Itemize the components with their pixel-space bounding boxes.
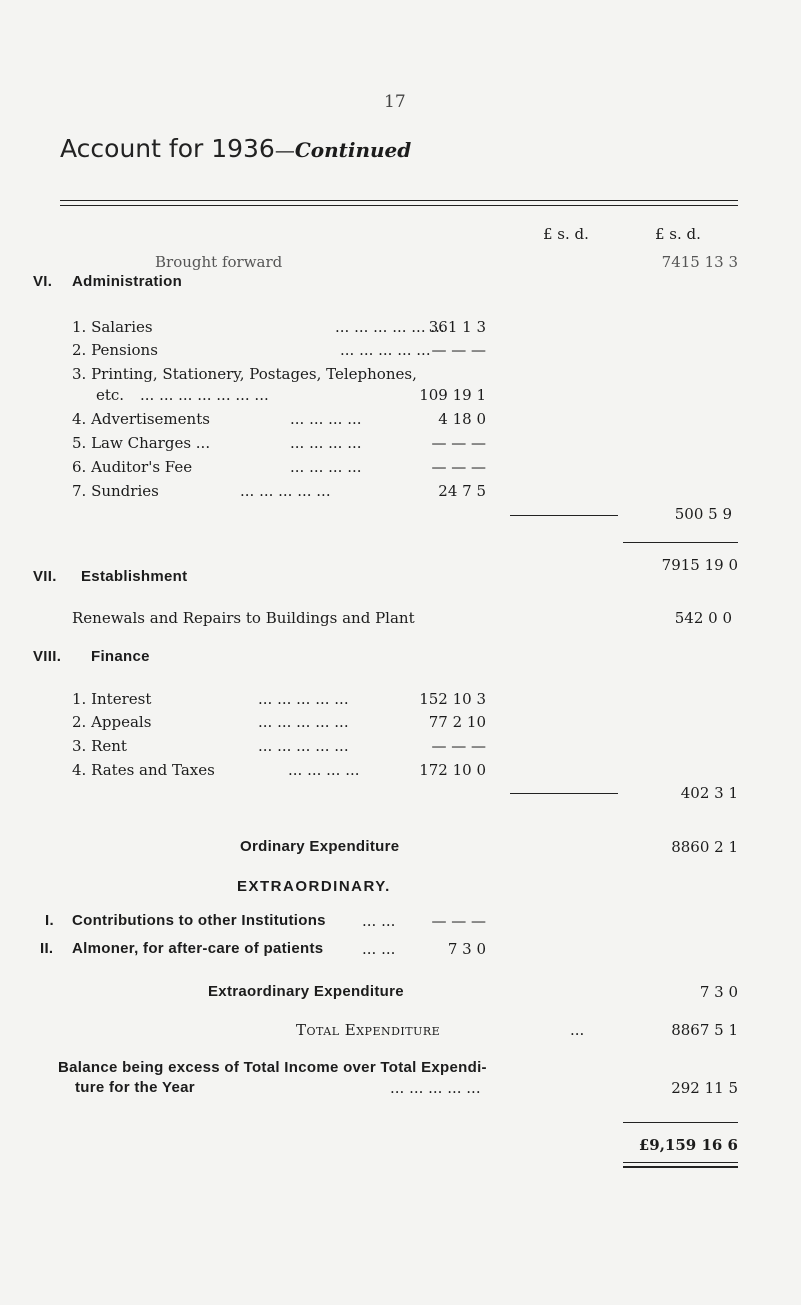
page-number: 17 <box>384 92 406 112</box>
viii-subtotal: 402 3 1 <box>680 784 738 802</box>
viii-leader-rule <box>510 793 618 794</box>
extra-ii-dots: ... ... <box>362 940 396 958</box>
vi-amount-2: — — — <box>431 341 486 359</box>
extra-i-dots: ... ... <box>362 912 396 930</box>
title-continued: Continued <box>294 138 412 162</box>
total-expenditure-amount: 8867 5 1 <box>671 1021 738 1039</box>
viii-dots-4: ... ... ... ... <box>288 761 360 779</box>
extra-ii-label: Almoner, for after-care of patients <box>72 940 324 957</box>
vi-amount-1: 361 1 3 <box>428 318 486 336</box>
viii-amount-3: — — — <box>431 737 486 755</box>
viii-item-3: 3. Rent <box>72 737 127 755</box>
vi-dots-5: ... ... ... ... <box>290 434 362 452</box>
extraordinary-total-amount: 7 3 0 <box>699 983 738 1001</box>
vi-amount-4: 4 18 0 <box>438 410 486 428</box>
balance-dots: ... ... ... ... ... <box>390 1079 481 1097</box>
total-expenditure-label: Total Expenditure <box>296 1021 441 1039</box>
viii-item-4: 4. Rates and Taxes <box>72 761 215 779</box>
section-vii-name: Establishment <box>81 568 188 585</box>
vi-subtotal-rule <box>623 542 738 543</box>
total-expenditure-dots: ... <box>570 1021 585 1039</box>
section-vi-name: Administration <box>72 273 183 290</box>
grand-total: £9,159 16 6 <box>638 1136 738 1154</box>
viii-amount-1: 152 10 3 <box>419 690 486 708</box>
page-title <box>60 134 411 163</box>
viii-item-2: 2. Appeals <box>72 713 152 731</box>
brought-forward-label: Brought forward <box>155 253 283 271</box>
vi-item-4: 4. Advertisements <box>72 410 210 428</box>
vi-dots-7: ... ... ... ... ... <box>240 482 331 500</box>
vi-dots-6: ... ... ... ... <box>290 458 362 476</box>
vi-running-total: 7915 19 0 <box>661 556 738 574</box>
vi-item-6: 6. Auditor's Fee <box>72 458 193 476</box>
viii-amount-2: 77 2 10 <box>428 713 486 731</box>
ordinary-label: Ordinary Expenditure <box>240 838 400 855</box>
vii-amount: 542 0 0 <box>674 609 732 627</box>
extra-i-numeral: I. <box>45 912 54 929</box>
grand-total-rule-top <box>623 1122 738 1123</box>
vi-dots-4: ... ... ... ... <box>290 410 362 428</box>
viii-item-1: 1. Interest <box>72 690 152 708</box>
vi-item-3b: etc. <box>96 386 125 404</box>
vi-leader-rule <box>510 515 618 516</box>
vii-line: Renewals and Repairs to Buildings and Plant <box>72 609 415 627</box>
balance-amount: 292 11 5 <box>671 1079 738 1097</box>
extraordinary-heading: EXTRAORDINARY. <box>237 878 391 895</box>
section-vi-numeral: VI. <box>33 273 53 290</box>
col2-header: £ s. d. <box>655 225 701 243</box>
vi-amount-6: — — — <box>431 458 486 476</box>
vi-amount-5: — — — <box>431 434 486 452</box>
balance-line2: ture for the Year <box>75 1079 195 1096</box>
viii-amount-4: 172 10 0 <box>419 761 486 779</box>
section-vii-numeral: VII. <box>33 568 57 585</box>
vi-amount-7: 24 7 5 <box>438 482 486 500</box>
viii-dots-3: ... ... ... ... ... <box>258 737 349 755</box>
brought-forward-amount: 7415 13 3 <box>661 253 738 271</box>
extra-i-amount: — — — <box>431 912 486 930</box>
viii-dots-1: ... ... ... ... ... <box>258 690 349 708</box>
grand-total-rule-2 <box>623 1166 738 1168</box>
vi-dots-3: ... ... ... ... ... ... ... <box>140 386 269 404</box>
vi-item-1: 1. Salaries <box>72 318 153 336</box>
ordinary-amount: 8860 2 1 <box>671 838 738 856</box>
col1-header: £ s. d. <box>543 225 589 243</box>
extra-ii-numeral: II. <box>40 940 54 957</box>
extra-i-label: Contributions to other Institutions <box>72 912 326 929</box>
vi-amount-3: 109 19 1 <box>419 386 486 404</box>
top-rule <box>60 200 738 201</box>
section-viii-numeral: VIII. <box>33 648 62 665</box>
top-rule-2 <box>60 205 738 206</box>
vi-item-5: 5. Law Charges ... <box>72 434 211 452</box>
vi-dots-2: ... ... ... ... ... <box>340 341 431 359</box>
extra-ii-amount: 7 3 0 <box>447 940 486 958</box>
extraordinary-total-label: Extraordinary Expenditure <box>208 983 404 1000</box>
title-main: Account for 1936 <box>60 134 275 163</box>
section-viii-name: Finance <box>91 648 150 665</box>
vi-subtotal: 500 5 9 <box>674 505 732 523</box>
vi-item-2: 2. Pensions <box>72 341 158 359</box>
viii-dots-2: ... ... ... ... ... <box>258 713 349 731</box>
vi-dots-1: ... ... ... ... ... ... <box>335 318 445 336</box>
title-dash: — <box>274 138 295 162</box>
vi-item-3: 3. Printing, Stationery, Postages, Telephones, <box>72 365 417 383</box>
grand-total-rule-1 <box>623 1162 738 1163</box>
balance-line1: Balance being excess of Total Income over Total Expendi- <box>58 1059 487 1076</box>
vi-item-7: 7. Sundries <box>72 482 159 500</box>
